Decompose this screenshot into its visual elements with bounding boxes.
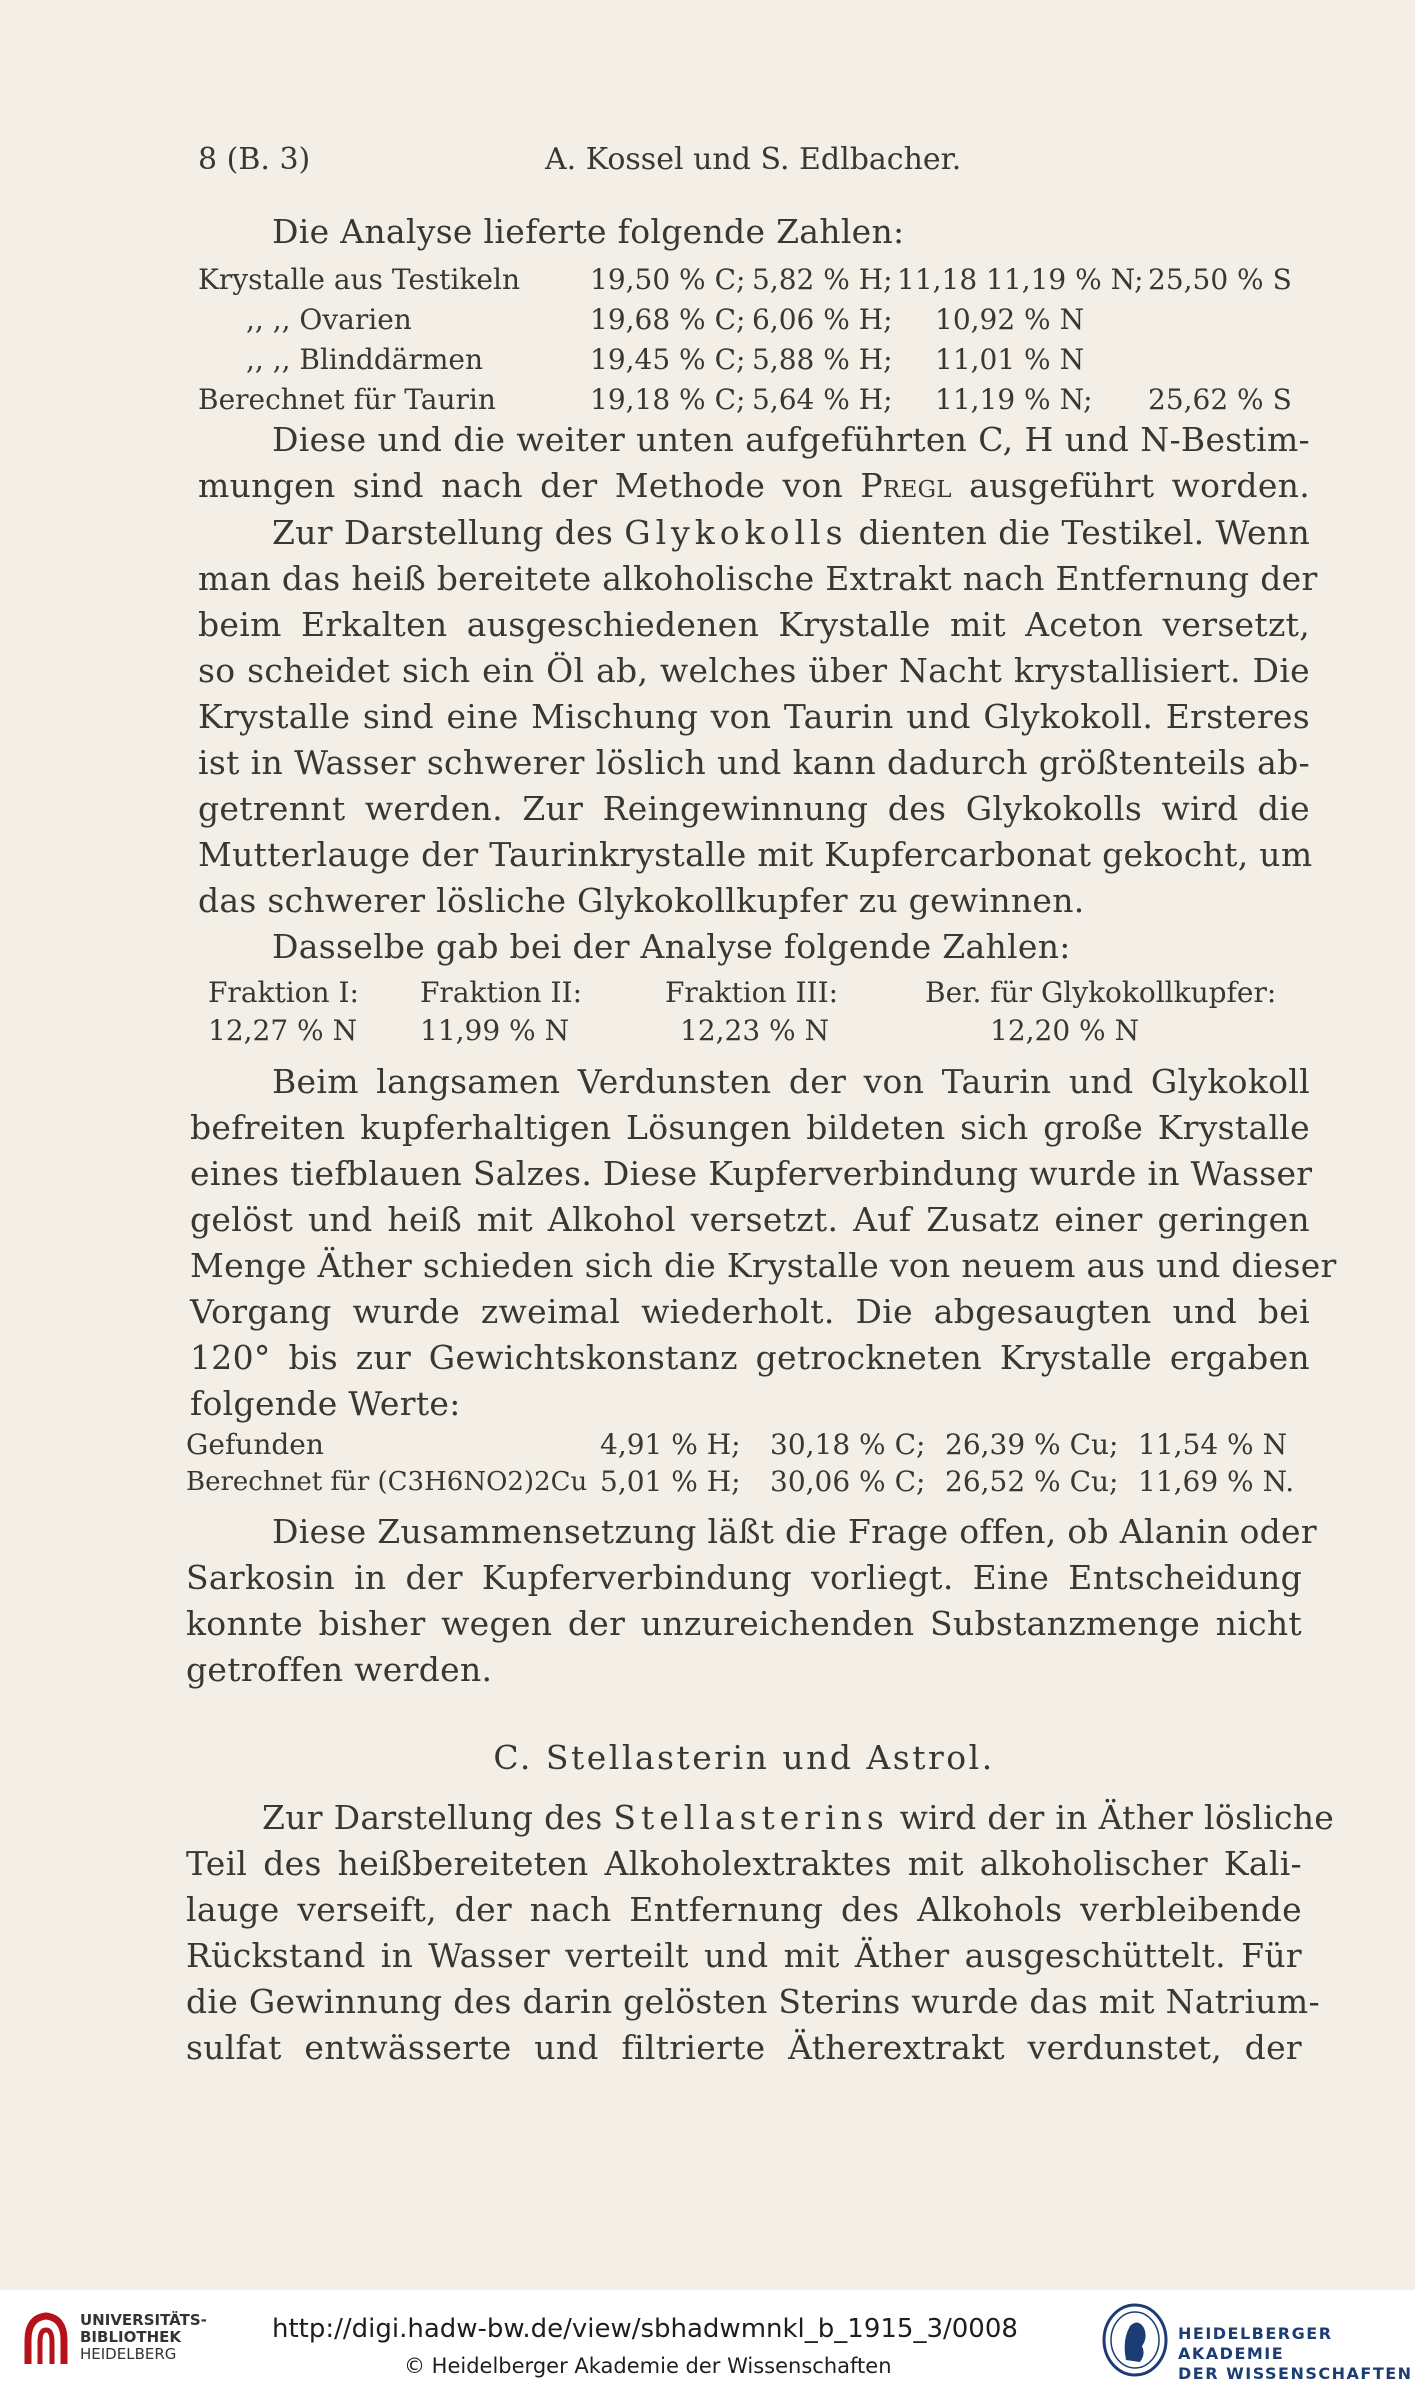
paragraph-line: Vorgang wurde zweimal wiederholt. Die abgesaugten und bei (190, 1292, 1310, 1331)
table-header: Fraktion I: (208, 976, 359, 1009)
spaced-term: Glykokolls (624, 513, 848, 552)
copyright-notice: © Heidelberger Akademie der Wissenschaften (404, 2354, 892, 2378)
table-cell: Berechnet für Taurin (198, 383, 496, 416)
table-cell: 11,19 % N; (935, 383, 1093, 416)
paragraph-line: Rückstand in Wasser verteilt und mit Äther ausgeschüttelt. Für (186, 1936, 1302, 1975)
table-cell: 25,62 % S (1148, 383, 1292, 416)
academy-name-text: HEIDELBERGER AKADEMIE DER WISSENSCHAFTEN (1178, 2324, 1413, 2383)
table-cell: Berechnet für (C3H6NO2)2Cu (186, 1467, 588, 1497)
paragraph-line: Krystalle sind eine Mischung von Taurin und Glykokoll. Ersteres (198, 697, 1310, 736)
viewer-footer (0, 2290, 1415, 2391)
table-cell: 19,18 % C; (590, 383, 746, 416)
table-cell: 5,01 % H; (600, 1465, 741, 1498)
intro-line: Die Analyse lieferte folgende Zahlen: (272, 212, 905, 251)
paragraph-line: das schwerer lösliche Glykokollkupfer zu gewinnen. (198, 881, 1085, 920)
author-name-pregl: Pregl (860, 466, 952, 505)
table-cell: 10,92 % N (935, 303, 1085, 336)
table-cell: 30,18 % C; (770, 1428, 926, 1461)
table-cell: ,, ,, Ovarien (246, 303, 412, 336)
table-cell: Gefunden (186, 1428, 324, 1461)
university-library-logo-icon (18, 2310, 74, 2368)
paragraph-line: Dasselbe gab bei der Analyse folgende Zahlen: (272, 927, 1071, 966)
paragraph-line: eines tiefblauen Salzes. Diese Kupferverbindung wurde in Wasser (190, 1154, 1313, 1193)
paragraph-line: beim Erkalten ausgeschiedenen Krystalle mit Aceton versetzt, (198, 605, 1310, 644)
paragraph-line: Sarkosin in der Kupferverbindung vorliegt. Eine Entscheidung (186, 1558, 1302, 1597)
paragraph-line: getrennt werden. Zur Reingewinnung des Glykokolls wird die (198, 789, 1310, 828)
paragraph-line: so scheidet sich ein Öl ab, welches über Nacht krystallisiert. Die (198, 651, 1310, 690)
table-cell: 25,50 % S (1148, 263, 1292, 296)
table-cell: 4,91 % H; (600, 1428, 741, 1461)
table-cell: 19,50 % C; (590, 263, 746, 296)
paragraph-line: ist in Wasser schwerer löslich und kann dadurch größtenteils ab- (198, 743, 1310, 782)
table-cell: 6,06 % H; (752, 303, 893, 336)
table-header: Fraktion II: (420, 976, 583, 1009)
running-head: A. Kossel und S. Edlbacher. (545, 142, 962, 177)
paragraph-line: sulfat entwässerte und filtrierte Ätherextrakt verdunstet, der (186, 2028, 1302, 2067)
table-cell: Krystalle aus Testikeln (198, 263, 520, 296)
paragraph-line: Menge Äther schieden sich die Krystalle von neuem aus und dieser (190, 1246, 1337, 1285)
page-number: 8 (B. 3) (198, 142, 311, 177)
table-cell: 19,68 % C; (590, 303, 746, 336)
paragraph-line: mungen sind nach der Methode von Pregl ausgeführt worden. (198, 466, 1310, 505)
paragraph-line: befreiten kupferhaltigen Lösungen bildeten sich große Krystalle (190, 1108, 1310, 1147)
paragraph-line: lauge verseift, der nach Entfernung des Alkohols verbleibende (186, 1890, 1302, 1929)
table-cell: 5,88 % H; (752, 343, 893, 376)
spaced-term: Stellasterins (613, 1798, 889, 1837)
table-cell: 12,20 % N (990, 1014, 1140, 1047)
paragraph-line: Mutterlauge der Taurinkrystalle mit Kupfercarbonat gekocht, um (198, 835, 1313, 874)
paragraph-line: konnte bisher wegen der unzureichenden Substanzmenge nicht (186, 1604, 1302, 1643)
paragraph-line: die Gewinnung des darin gelösten Sterins wurde das mit Natrium- (186, 1982, 1320, 2021)
paragraph-line: getroffen werden. (186, 1650, 493, 1689)
table-cell: 19,45 % C; (590, 343, 746, 376)
academy-seal-icon (1100, 2302, 1170, 2378)
table-cell: 11,18 11,19 % N; (897, 263, 1144, 296)
table-header: Fraktion III: (665, 976, 839, 1009)
paragraph-line: Diese und die weiter unten aufgeführten C, H und N-Bestim- (272, 420, 1310, 459)
table-cell: 5,64 % H; (752, 383, 893, 416)
paragraph-line: Diese Zusammensetzung läßt die Frage offen, ob Alanin oder (272, 1512, 1317, 1551)
permalink-url[interactable]: http://digi.hadw-bw.de/view/sbhadwmnkl_b_1915_3/0008 (272, 2314, 1018, 2344)
table-cell: 11,54 % N (1138, 1428, 1288, 1461)
paragraph-line: Zur Darstellung des Stellasterins wird der in Äther lösliche (262, 1798, 1335, 1837)
table-header: Ber. für Glykokollkupfer: (925, 976, 1277, 1009)
table-cell: 26,39 % Cu; (945, 1428, 1119, 1461)
table-cell: 26,52 % Cu; (945, 1465, 1119, 1498)
table-cell: 12,23 % N (680, 1014, 830, 1047)
paragraph-line: 120° bis zur Gewichtskonstanz getrockneten Krystalle ergaben (190, 1338, 1310, 1377)
section-heading: C. Stellasterin und Astrol. (493, 1738, 995, 1777)
university-library-text: UNIVERSITÄTS- BIBLIOTHEK HEIDELBERG (80, 2311, 207, 2363)
paragraph-line: man das heiß bereitete alkoholische Extrakt nach Entfernung der (198, 559, 1318, 598)
paragraph-line: folgende Werte: (190, 1384, 461, 1423)
table-cell: ,, ,, Blinddärmen (246, 343, 484, 376)
table-cell: 11,99 % N (420, 1014, 570, 1047)
table-cell: 11,69 % N. (1138, 1465, 1295, 1498)
table-cell: 5,82 % H; (752, 263, 893, 296)
paragraph-line: Teil des heißbereiteten Alkoholextraktes mit alkoholischer Kali- (186, 1844, 1302, 1883)
paragraph-line: gelöst und heiß mit Alkohol versetzt. Auf Zusatz einer geringen (190, 1200, 1310, 1239)
table-cell: 30,06 % C; (770, 1465, 926, 1498)
table-cell: 12,27 % N (208, 1014, 358, 1047)
paragraph-line: Beim langsamen Verdunsten der von Taurin und Glykokoll (272, 1062, 1310, 1101)
table-cell: 11,01 % N (935, 343, 1085, 376)
paragraph-line: Zur Darstellung des Glykokolls dienten die Testikel. Wenn (272, 513, 1310, 552)
